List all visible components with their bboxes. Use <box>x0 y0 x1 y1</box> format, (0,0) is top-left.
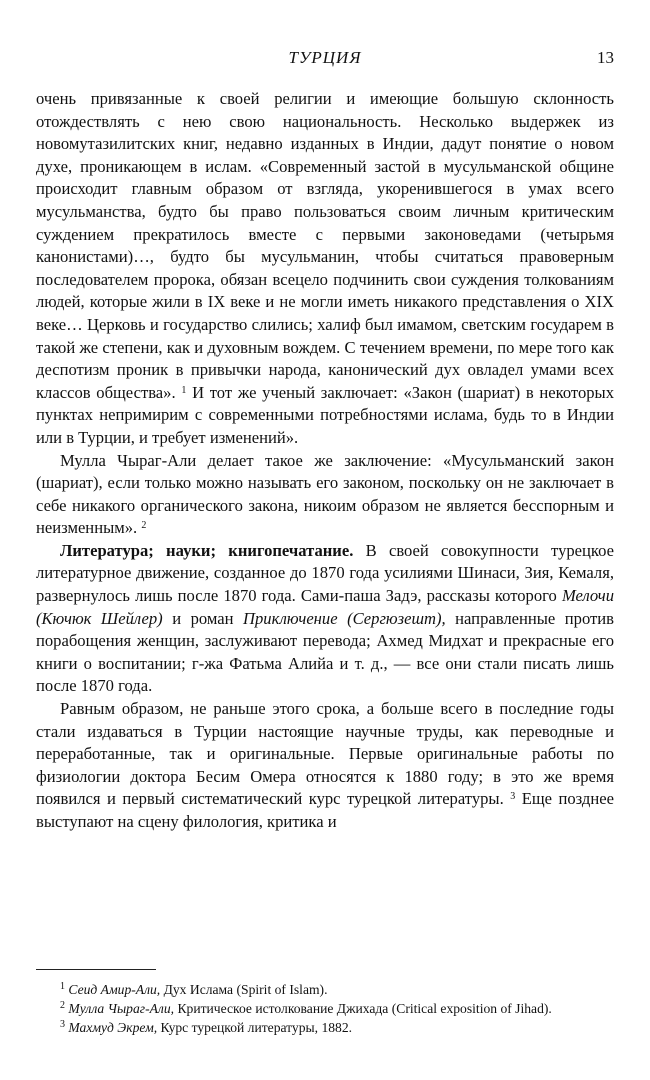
footnote-ref-3: 3 <box>510 791 516 803</box>
footnote-2-mark: 2 <box>60 1000 65 1011</box>
page-number: 13 <box>597 48 614 67</box>
footnote-2-author: Мулла Чыраг-Али, <box>68 1001 175 1016</box>
footnote-3-text: Курс турецкой литературы, 1882. <box>160 1020 353 1035</box>
footnote-ref-2: 2 <box>141 520 147 532</box>
paragraph-3 <box>36 540 614 698</box>
footnote-1-author: Сеид Амир-Али, <box>68 982 161 997</box>
paragraph-3-text-a: В своей совокупности турецкое литературное движение, созданное до 1870 года усилиями Шинаси, Зия, Кемаля, развернулось лишь после 1870 года. Сами-паша Задэ, рассказы которого <box>36 540 614 606</box>
main-text <box>36 88 614 834</box>
paragraph-1-text-a: очень привязанные к своей религии и имеющие большую склонность отождествлять с нею свою национальность. Несколько выдержек из новомутазилитских книг, недавно изданных в Индии, дадут понятие о новом духе, проникающем в ислам. «Современный застой в мусульманской общине происходит главным образом от взгляда, укоренившегося в умах всего мусульманства, будто бы право пользоваться своим личным критическим суждением прекратилось вместе с первыми законоведами (четырьмя канонистами)…, будто бы мусульманин, чтобы считаться правоверным последователем пророка, обязан всецело подчинить свои суждения толкованиям людей, которые жили в IX веке и не могли иметь никакого представления о XIX веке… Церковь и государство слились; халиф был имамом, светским государем в такой же степени, как и духовным вождем. С течением времени, по мере того как деспотизм проник в привычки народа, канонический дух овладел умами всех классов общества». <box>36 89 614 402</box>
footnote-separator <box>36 969 156 970</box>
paragraph-3-text-c: направленные против порабощения женщин, заслуживают перевода; Ахмед Мидхат и прекрасные его книги о воспитании; г-жа Фатьма Алийа и т. д., — все они стали писать лишь после 1870 года. <box>36 608 614 696</box>
paragraph-4 <box>36 698 614 834</box>
footnote-3 <box>36 1018 614 1037</box>
footnote-1-text: Дух Ислама (Spirit of Islam). <box>163 982 328 997</box>
paragraph-4-text-b: Еще позднее выступают на сцену филология, критика и <box>36 789 614 831</box>
running-head: ТУРЦИЯ <box>288 48 362 67</box>
footnote-3-author: Махмуд Экрем, <box>68 1020 158 1035</box>
section-heading: Литература; науки; книгопечатание. <box>60 540 354 560</box>
paragraph-3-text-b: и роман <box>172 608 234 628</box>
footnotes <box>36 980 614 1037</box>
footnote-1-mark: 1 <box>60 981 65 992</box>
paragraph-4-text-a: Равным образом, не раньше этого срока, а больше всего в последние годы стали издаваться в Турции настоящие научные труды, как переводные и переработанные, так и оригинальные. Первые оригинальные работы по физиологии доктора Бесим Омера относятся к 1880 году; в это же время появился и первый систематический курс турецкой литературы. <box>36 699 614 809</box>
work-title-priklyuchenie: Приключение (Сергюзешт), <box>243 608 446 628</box>
paragraph-1 <box>36 88 614 450</box>
footnote-2 <box>36 999 614 1018</box>
work-title-melochi: Мелочи (Кючюк Шейлер) <box>36 586 614 628</box>
footnote-2-text: Критическое истолкование Джихада (Critical exposition of Jihad). <box>177 1001 552 1016</box>
footnote-1 <box>36 980 614 999</box>
footnote-3-mark: 3 <box>60 1019 65 1030</box>
paragraph-1-text-b: И тот же ученый заключает: «Закон (шариат) в некоторых пунктах непримирим с современными потребностями ислама, будь то в Индии или в Турции, и требует изменений». <box>36 382 614 447</box>
footnote-ref-1: 1 <box>181 384 187 396</box>
paragraph-2 <box>36 450 614 540</box>
page-header <box>36 48 614 74</box>
paragraph-2-text: Мулла Чыраг-Али делает такое же заключение: «Мусульманский закон (шариат), если только можно называть его законом, поскольку он не заключает в себе никакого органического закона, никоим образом не является бесспорным и неизменным». <box>36 450 614 538</box>
